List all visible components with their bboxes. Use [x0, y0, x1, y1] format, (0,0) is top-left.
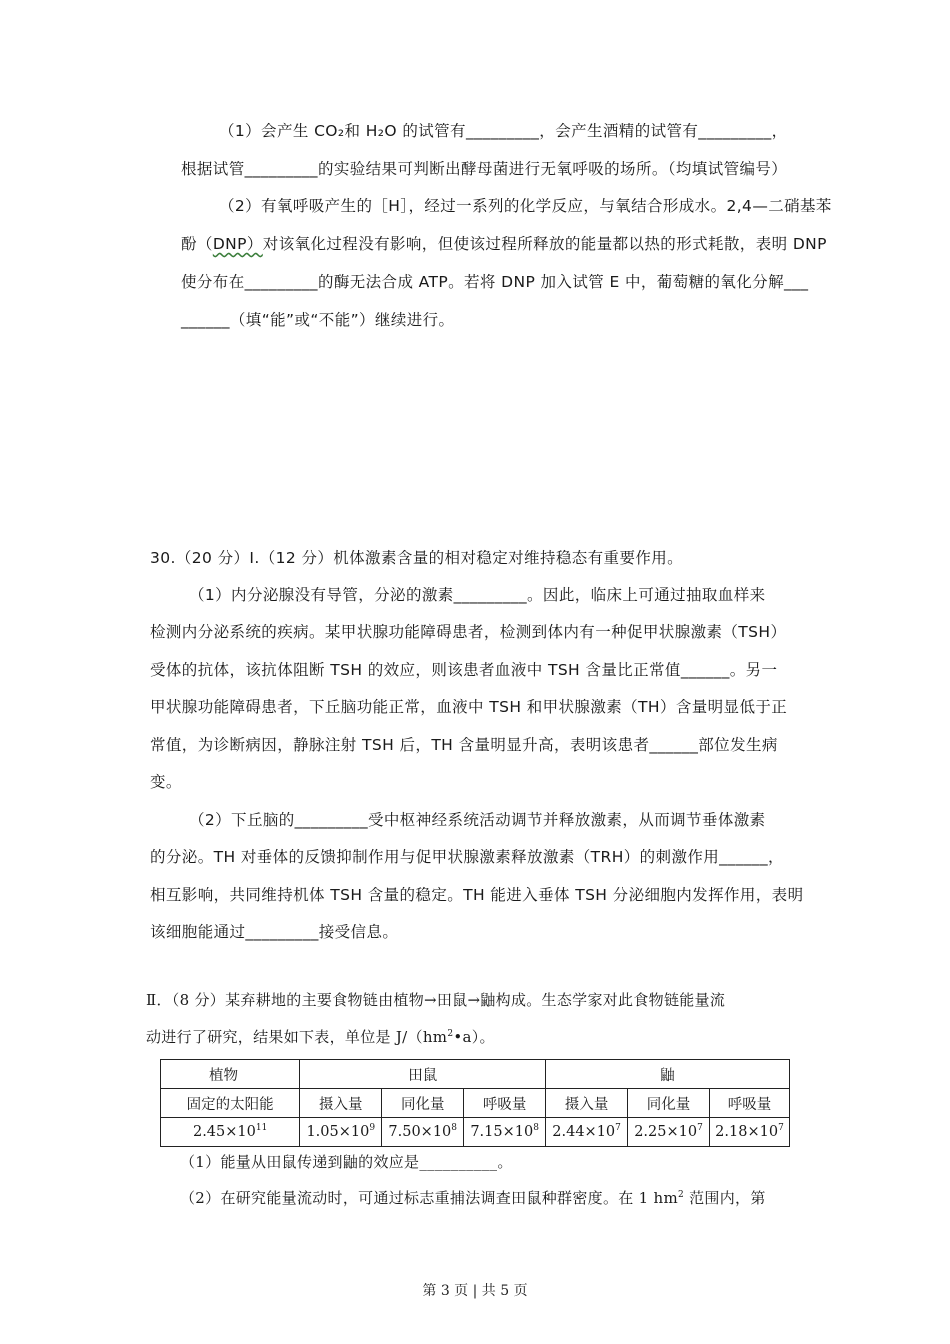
- header-plant: 植物: [161, 1060, 300, 1089]
- part2-question-1: （1）能量从田鼠传递到鼬的效应是__________。: [180, 1153, 513, 1171]
- q30-line-7: 变。: [150, 773, 182, 791]
- q29-line-2: 根据试管_________的实验结果可判断出酵母菌进行无氧呼吸的场所。（均填试管编号）: [181, 160, 788, 178]
- col-mouse-intake: 摄入量: [300, 1089, 382, 1118]
- cell-mouse-resp: $7.15\times 10^8$: [464, 1118, 546, 1147]
- part2-line-2-a: 动进行了研究，结果如下表，单位是 J/（hm: [146, 1028, 448, 1046]
- col-fixed-solar: 固定的太阳能: [161, 1089, 300, 1118]
- cell-mouse-intake: $1.05\times 10^9$: [300, 1118, 382, 1147]
- part2-line-2-sup: 2: [447, 1029, 454, 1039]
- q30-line-4: 受体的抗体，该抗体阻断 TSH 的效应，则该患者血液中 TSH 含量比正常值______。另一: [150, 661, 778, 679]
- col-mouse-resp: 呼吸量: [464, 1089, 546, 1118]
- col-weasel-resp: 呼吸量: [709, 1089, 789, 1118]
- q29-line-4: [181, 234, 827, 254]
- cell-weasel-intake: $2.44\times 10^7$: [546, 1118, 628, 1147]
- q30-line-10: 相互影响，共同维持机体 TSH 含量的稳定。TH 能进入垂体 TSH 分泌细胞内发挥作用，表明: [150, 886, 804, 904]
- q29-line-4-c: 对该氧化过程没有影响，但使该过程所释放的能量都以热的形式耗散，表明 DNP: [262, 235, 827, 253]
- energy-flow-table: [160, 1059, 790, 1147]
- q30-line-3: 检测内分泌系统的疾病。某甲状腺功能障碍患者，检测到体内有一种促甲状腺激素（TSH）: [150, 623, 787, 641]
- q29-line-3: （2）有氧呼吸产生的［H］，经过一系列的化学反应，与氧结合形成水。2,4—二硝基苯: [219, 197, 832, 215]
- header-mouse: 田鼠: [300, 1060, 546, 1089]
- q29-line-4-dnp: DNP）: [212, 235, 263, 253]
- page-footer: 第 3 页 | 共 5 页: [422, 1283, 528, 1299]
- part2-question-2-a: （2）在研究能量流动时，可通过标志重捕法调查田鼠种群密度。在 1 hm: [180, 1189, 679, 1207]
- q30-line-2: （1）内分泌腺没有导管，分泌的激素_________。因此，临床上可通过抽取血样来: [189, 586, 766, 604]
- part2-question-2: [180, 1188, 766, 1208]
- part2-line-2-b: •a）。: [453, 1028, 495, 1046]
- q30-line-5: 甲状腺功能障碍患者，下丘脑功能正常，血液中 TSH 和甲状腺激素（TH）含量明显低于正: [150, 698, 788, 716]
- cell-plant-fixed: $2.45\times 10^{11}$: [161, 1118, 300, 1147]
- q30-line-6: 常值，为诊断病因，静脉注射 TSH 后，TH 含量明显升高，表明该患者______部位发生病: [150, 736, 778, 754]
- cell-mouse-assim: $7.50\times 10^8$: [382, 1118, 464, 1147]
- cell-weasel-resp: $2.18\times 10^7$: [709, 1118, 789, 1147]
- q30-line-9: 的分泌。TH 对垂体的反馈抑制作用与促甲状腺激素释放激素（TRH）的刺激作用______，: [150, 848, 784, 866]
- q29-line-5: 使分布在_________的酶无法合成 ATP。若将 DNP 加入试管 E 中，葡萄糖的氧化分解___: [181, 273, 809, 291]
- q30-heading: 30.（20 分）Ⅰ.（12 分）机体激素含量的相对稳定对维持稳态有重要作用。: [150, 549, 684, 567]
- part2-line-1: Ⅱ．（8 分）某弃耕地的主要食物链由植物→田鼠→鼬构成。生态学家对此食物链能量流: [146, 991, 726, 1009]
- q29-line-1: （1）会产生 CO₂和 H₂O 的试管有_________，会产生酒精的试管有_________，: [219, 122, 788, 140]
- q29-line-6: ______（填“能”或“不能”）继续进行。: [181, 311, 455, 329]
- col-weasel-assim: 同化量: [628, 1089, 710, 1118]
- q30-line-11: 该细胞能通过_________接受信息。: [150, 923, 399, 941]
- q30-line-8: （2）下丘脑的_________受中枢神经系统活动调节并释放激素，从而调节垂体激素: [189, 811, 766, 829]
- part2-question-2-sup: 2: [678, 1190, 685, 1200]
- col-mouse-assim: 同化量: [382, 1089, 464, 1118]
- q29-line-4-a: 酚（: [181, 235, 213, 253]
- table-subheader-row: [161, 1089, 790, 1118]
- table-row: [161, 1118, 790, 1147]
- part2-question-2-b: 范围内，第: [684, 1189, 766, 1207]
- col-weasel-intake: 摄入量: [546, 1089, 628, 1118]
- part2-line-2: [146, 1027, 495, 1047]
- header-weasel: 鼬: [546, 1060, 790, 1089]
- cell-weasel-assim: $2.25\times 10^7$: [628, 1118, 710, 1147]
- table-header-row: [161, 1060, 790, 1089]
